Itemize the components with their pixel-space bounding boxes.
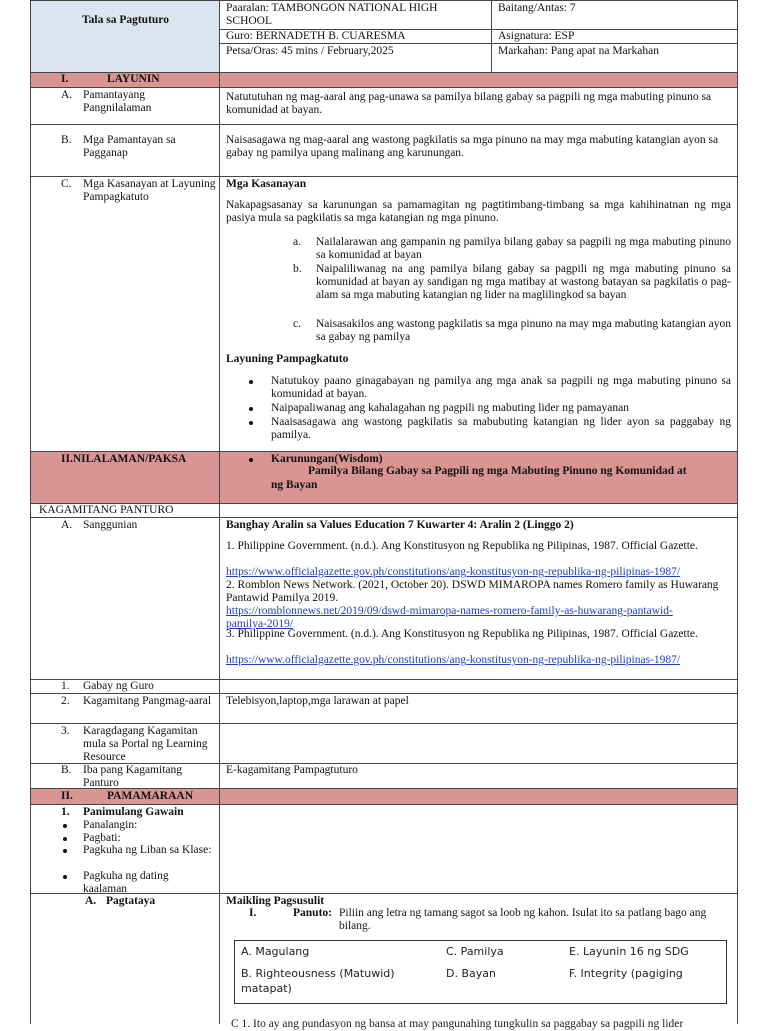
row-kasanayan <box>30 177 738 452</box>
item-number: 3. <box>61 725 70 737</box>
nilalaman-topic-line2: ng Bayan <box>271 479 318 491</box>
kasanayan-item-letter: a. <box>293 236 301 248</box>
nilalaman-label: II.NILALAMAN/PAKSA <box>61 453 187 465</box>
row-gabay-guro <box>30 680 738 694</box>
question-1-partial: C 1. Ito ay ang pundasyon ng bansa at may pangunahing tungkulin sa paggabay sa pagpili ng lider <box>231 1018 684 1030</box>
row-karagdagang-kagamitan <box>30 724 738 764</box>
row-panimulang-gawain <box>30 805 738 894</box>
b-label: Mga Pamantayan sa Pagganap <box>83 134 176 159</box>
panuto-label: Panuto: <box>293 907 332 919</box>
nilalaman-section <box>30 452 738 504</box>
kasanayan-intro: Nakapagsasanay sa karunungan sa pamamagitan ng pagtitimbang-timbang sa mga kahihinatnan ng mga pasiya mula sa pagkilatis sa mga katangian ng mga pinuno. <box>226 199 731 224</box>
row-pagtataya <box>30 894 738 1030</box>
bullet-icon <box>249 458 253 462</box>
choice-f: F. Integrity (pagiging <box>569 967 683 980</box>
pamamaraan-title: PAMAMARAAN <box>107 790 194 802</box>
reference-3: 3. Philippine Government. (n.d.). Ang Konstitusyon ng Republika ng Pilipinas, 1987. Official Gazette. <box>226 628 698 640</box>
reference-1: 1. Philippine Government. (n.d.). Ang Konstitusyon ng Republika ng Pilipinas, 1987. Official Gazette. <box>226 540 698 552</box>
sanggunian-title: Banghay Aralin sa Values Education 7 Kuwarter 4: Aralin 2 (Linggo 2) <box>226 519 574 531</box>
row-pamantayan-pagganap <box>30 125 738 177</box>
choice-a: A. Magulang <box>241 945 310 958</box>
b-letter: B. <box>61 134 72 146</box>
baitang-text: Baitang/Antas: 7 <box>498 2 576 14</box>
choice-f-continued: matapat) <box>241 982 292 995</box>
layunin-section-header <box>30 73 738 88</box>
reference-2: 2. Romblon News Network. (2021, October 20). DSWD MIMAROPA names Romero family as Huwarang Pantawid Pamilya 2019. <box>226 579 719 604</box>
kagamitang-pangmag-aaral-value: Telebisyon,laptop,mga larawan at papel <box>226 695 409 707</box>
gabay-guro-label: Gabay ng Guro <box>83 680 154 692</box>
b-letter: B. <box>61 764 72 776</box>
header-school-cell <box>219 0 491 73</box>
panuto-text: Piliin ang letra ng tamang sagot sa loob ng kahon. Isulat ito sa patlang bago ang bilang. <box>339 907 707 932</box>
row-sanggunian <box>30 518 738 680</box>
panimulang-item: Pagkuha ng dating kaalaman <box>83 870 169 895</box>
item-number: 1. <box>61 680 70 692</box>
bullet-icon <box>249 380 253 384</box>
choice-c: C. Pamilya <box>446 945 504 958</box>
reference-3-link[interactable]: https://www.officialgazette.gov.ph/constitutions/ang-konstitusyon-ng-republika-ng-pilipinas-1987/ <box>226 654 681 666</box>
b-text: Naisasagawa ng mag-aaral ang wastong pagkilatis sa mga pinuno na may mga mabuting katangian ayon sa gabay ng pamilya upang malinang ang karunungan. <box>226 134 719 159</box>
pagtataya-label: Pagtataya <box>106 895 156 907</box>
bullet-icon <box>249 421 253 425</box>
panimulang-item: Pagkuha ng Liban sa Klase: <box>83 844 212 856</box>
layuning-item: Natutukoy paano ginagabayan ng pamilya ang mga anak sa pagpili ng mga mabuting pinuno sa komunidad at bayan. <box>271 375 731 400</box>
nilalaman-bullet-title: Karunungan(Wisdom) <box>271 453 383 465</box>
choices-box <box>234 940 727 1004</box>
karagdagang-kagamitan-label: Karagdagang Kagamitan mula sa Portal ng Learning Resource <box>83 725 208 763</box>
kasanayan-item-letter: c. <box>293 318 301 330</box>
choice-b: B. Righteousness (Matuwid) <box>241 967 395 980</box>
sanggunian-label: Sanggunian <box>83 519 138 531</box>
row-pamantayang-pangnilalaman <box>30 88 738 125</box>
c-label: Mga Kasanayan at Layuning Pampagkatuto <box>83 178 216 203</box>
kagamitan-header <box>30 504 738 518</box>
lesson-plan-page <box>30 0 738 1030</box>
row-kagamitang-pangmag-aaral <box>30 694 738 724</box>
step-number: 1. <box>61 806 70 818</box>
header-title: Tala sa Pagtuturo <box>82 14 169 26</box>
bullet-icon <box>63 849 67 853</box>
layunin-title: LAYUNIN <box>107 73 160 85</box>
panimulang-item: Panalangin: <box>83 819 138 831</box>
bullet-icon <box>63 824 67 828</box>
pamamaraan-numeral: II. <box>61 790 73 802</box>
header-title-cell <box>30 0 219 73</box>
choice-e: E. Layunin 16 ng SDG <box>569 945 689 958</box>
paaralan-text: Paaralan: TAMBONGON NATIONAL HIGH SCHOOL <box>226 2 438 27</box>
layuning-item: Naipapaliwanag ang kahalagahan ng pagpili ng mabuting lider ng pamayanan <box>271 402 629 414</box>
header-grade-cell <box>491 0 738 73</box>
panimulang-gawain-title: Panimulang Gawain <box>83 806 184 818</box>
layunin-numeral: I. <box>61 73 69 85</box>
layuning-title: Layuning Pampagkatuto <box>226 353 349 365</box>
row-iba-pang-kagamitan <box>30 764 738 789</box>
kasanayan-item: Nailalarawan ang gampanin ng pamilya bilang gabay sa pagpili ng mga mabuting pinuno sa komunidad at bayan <box>316 236 731 261</box>
kasanayan-title: Mga Kasanayan <box>226 178 307 190</box>
kagamitang-pangmag-aaral-label: Kagamitang Pangmag-aaral <box>83 695 212 707</box>
layuning-item: Naaisasagawa ang wastong pagkilatis sa mabubuting katangian ng lider ayon sa paggabay ng pamilya. <box>271 416 731 441</box>
petsa-text: Petsa/Oras: 45 mins / February,2025 <box>226 45 394 57</box>
nilalaman-topic-line1: Pamilya Bilang Gabay sa Pagpili ng mga Mabuting Pinuno ng Komunidad at <box>308 465 687 477</box>
panimulang-item: Pagbati: <box>83 832 121 844</box>
guro-text: Guro: BERNADETH B. CUARESMA <box>226 30 406 42</box>
a-text: Natututuhan ng mag-aaral ang pag-unawa sa pamilya bilang gabay sa pagpili ng mga mabuting pinuno sa komunidad at bayan. <box>226 91 712 116</box>
choice-d: D. Bayan <box>446 967 496 980</box>
bullet-icon <box>63 837 67 841</box>
kasanayan-item-letter: b. <box>293 263 302 275</box>
maikling-pagsusulit-title: Maikling Pagsusulit <box>226 895 325 907</box>
header-table <box>30 0 738 73</box>
sanggunian-letter: A. <box>61 519 73 531</box>
item-number: 2. <box>61 695 70 707</box>
bullet-icon <box>63 875 67 879</box>
iba-pang-kagamitan-value: E-kagamitang Pampagtuturo <box>226 764 358 776</box>
pagtataya-letter: A. <box>85 895 97 907</box>
panuto-number: I. <box>249 907 257 919</box>
reference-2-link[interactable]: pamilya-2019/ <box>226 618 294 630</box>
markahan-text: Markahan: Pang apat na Markahan <box>498 45 659 57</box>
reference-2-link[interactable]: https://romblonnews.net/2019/09/dswd-mimaropa-names-romero-family-as-huwarang-pantawid- <box>226 605 673 617</box>
pamamaraan-section-header <box>30 789 738 805</box>
kagamitan-title: KAGAMITANG PANTURO <box>39 504 174 516</box>
kasanayan-item: Naisasakilos ang wastong pagkilatis sa mga pinuno na may mga mabuting katangian ayon sa gabay ng pamilya <box>316 318 731 343</box>
kasanayan-item: Naipaliliwanag na ang pamilya bilang gabay sa pagpili ng mga mabuting pinuno sa komunidad at bayan ay sandigan ng mga matibay at wastong batayan sa pagkilatis o pag-alam sa mga mabuting katangian ng lider na maglilingkod sa bayan <box>316 263 731 301</box>
iba-pang-kagamitan-label: Iba pang Kagamitang Panturo <box>83 764 182 789</box>
a-letter: A. <box>61 89 73 101</box>
asignatura-text: Asignatura: ESP <box>498 30 575 42</box>
a-label: Pamantayang Pangnilalaman <box>83 89 152 114</box>
c-letter: C. <box>61 178 72 190</box>
bullet-icon <box>249 407 253 411</box>
reference-1-link[interactable]: https://www.officialgazette.gov.ph/constitutions/ang-konstitusyon-ng-republika-ng-pilipinas-1987/ <box>226 566 681 578</box>
